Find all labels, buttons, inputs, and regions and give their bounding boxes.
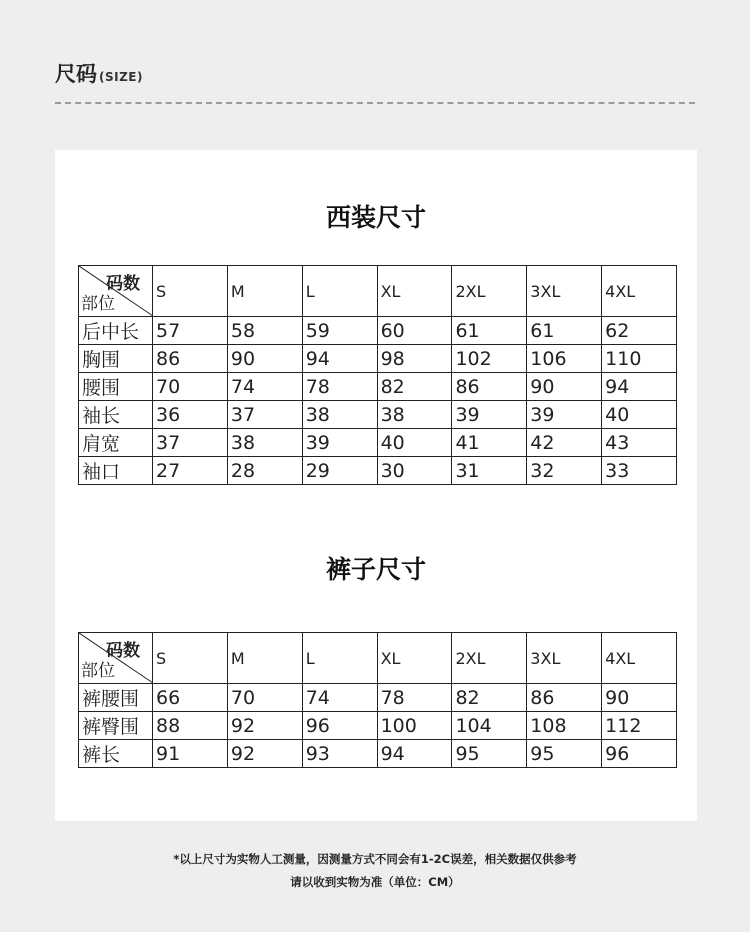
value-cell: 95 xyxy=(527,740,602,768)
value-cell: 86 xyxy=(153,345,228,373)
value-cell: 38 xyxy=(227,429,302,457)
value-cell: 98 xyxy=(377,345,452,373)
dashed-divider xyxy=(55,102,695,104)
table-row xyxy=(79,345,677,373)
value-cell: 58 xyxy=(227,317,302,345)
value-cell: 43 xyxy=(602,429,677,457)
value-cell: 106 xyxy=(527,345,602,373)
size-header: M xyxy=(227,633,302,684)
row-label: 肩宽 xyxy=(79,429,153,457)
suit-size-title: 西装尺寸 xyxy=(325,203,426,232)
value-cell: 31 xyxy=(452,457,527,485)
table-row xyxy=(79,457,677,485)
value-cell: 37 xyxy=(227,401,302,429)
value-cell: 86 xyxy=(452,373,527,401)
value-cell: 70 xyxy=(153,373,228,401)
value-cell: 78 xyxy=(377,684,452,712)
size-chart-panel xyxy=(55,150,697,821)
value-cell: 38 xyxy=(302,401,377,429)
size-header: XL xyxy=(377,266,452,317)
value-cell: 30 xyxy=(377,457,452,485)
size-header: S xyxy=(153,633,228,684)
header-title: 尺码 xyxy=(55,62,97,86)
value-cell: 62 xyxy=(602,317,677,345)
size-header: S xyxy=(153,266,228,317)
value-cell: 95 xyxy=(452,740,527,768)
value-cell: 57 xyxy=(153,317,228,345)
value-cell: 108 xyxy=(527,712,602,740)
value-cell: 39 xyxy=(302,429,377,457)
footnote-line2: 请以收到实物为准（单位：CM） xyxy=(290,875,460,889)
value-cell: 94 xyxy=(377,740,452,768)
value-cell: 92 xyxy=(227,740,302,768)
value-cell: 60 xyxy=(377,317,452,345)
value-cell: 92 xyxy=(227,712,302,740)
row-label: 后中长 xyxy=(79,317,153,345)
value-cell: 37 xyxy=(153,429,228,457)
row-label: 裤长 xyxy=(79,740,153,768)
value-cell: 94 xyxy=(302,345,377,373)
size-header: XL xyxy=(377,633,452,684)
value-cell: 112 xyxy=(602,712,677,740)
suit-size-table xyxy=(78,265,677,485)
value-cell: 100 xyxy=(377,712,452,740)
row-label: 腰围 xyxy=(79,373,153,401)
row-label: 裤臀围 xyxy=(79,712,153,740)
table-row xyxy=(79,373,677,401)
value-cell: 33 xyxy=(602,457,677,485)
size-header: M xyxy=(227,266,302,317)
value-cell: 40 xyxy=(602,401,677,429)
value-cell: 28 xyxy=(227,457,302,485)
corner-part-label: 部位 xyxy=(81,294,115,314)
size-header: L xyxy=(302,633,377,684)
value-cell: 66 xyxy=(153,684,228,712)
table-row xyxy=(79,712,677,740)
value-cell: 42 xyxy=(527,429,602,457)
value-cell: 96 xyxy=(302,712,377,740)
row-label: 裤腰围 xyxy=(79,684,153,712)
value-cell: 27 xyxy=(153,457,228,485)
value-cell: 41 xyxy=(452,429,527,457)
value-cell: 102 xyxy=(452,345,527,373)
page-header xyxy=(55,58,143,88)
size-header: 2XL xyxy=(452,633,527,684)
table-row xyxy=(79,401,677,429)
table-header-row xyxy=(79,266,677,317)
size-header: 4XL xyxy=(602,266,677,317)
value-cell: 91 xyxy=(153,740,228,768)
footnote-line1: *以上尺寸为实物人工测量，因测量方式不同会有1-2C误差，相关数据仅供参考 xyxy=(173,852,577,866)
value-cell: 78 xyxy=(302,373,377,401)
value-cell: 74 xyxy=(227,373,302,401)
value-cell: 94 xyxy=(602,373,677,401)
value-cell: 32 xyxy=(527,457,602,485)
pants-size-table xyxy=(78,632,677,768)
size-header: 3XL xyxy=(527,266,602,317)
value-cell: 36 xyxy=(153,401,228,429)
value-cell: 82 xyxy=(377,373,452,401)
table-row xyxy=(79,429,677,457)
value-cell: 61 xyxy=(452,317,527,345)
value-cell: 39 xyxy=(527,401,602,429)
size-header: 3XL xyxy=(527,633,602,684)
value-cell: 86 xyxy=(527,684,602,712)
value-cell: 90 xyxy=(227,345,302,373)
table-row xyxy=(79,317,677,345)
corner-cell xyxy=(79,266,153,317)
table-row xyxy=(79,684,677,712)
value-cell: 39 xyxy=(452,401,527,429)
value-cell: 59 xyxy=(302,317,377,345)
value-cell: 38 xyxy=(377,401,452,429)
corner-size-label: 码数 xyxy=(106,641,140,661)
value-cell: 40 xyxy=(377,429,452,457)
value-cell: 90 xyxy=(527,373,602,401)
value-cell: 29 xyxy=(302,457,377,485)
value-cell: 82 xyxy=(452,684,527,712)
corner-cell xyxy=(79,633,153,684)
row-label: 袖长 xyxy=(79,401,153,429)
header-subtitle: (SIZE) xyxy=(99,70,143,84)
value-cell: 70 xyxy=(227,684,302,712)
corner-part-label: 部位 xyxy=(81,661,115,681)
value-cell: 96 xyxy=(602,740,677,768)
value-cell: 90 xyxy=(602,684,677,712)
row-label: 袖口 xyxy=(79,457,153,485)
size-header: 4XL xyxy=(602,633,677,684)
value-cell: 110 xyxy=(602,345,677,373)
size-header: L xyxy=(302,266,377,317)
size-header: 2XL xyxy=(452,266,527,317)
table-header-row xyxy=(79,633,677,684)
value-cell: 74 xyxy=(302,684,377,712)
value-cell: 93 xyxy=(302,740,377,768)
pants-size-title: 裤子尺寸 xyxy=(325,555,426,584)
value-cell: 61 xyxy=(527,317,602,345)
table-row xyxy=(79,740,677,768)
value-cell: 88 xyxy=(153,712,228,740)
value-cell: 104 xyxy=(452,712,527,740)
corner-size-label: 码数 xyxy=(106,274,140,294)
row-label: 胸围 xyxy=(79,345,153,373)
